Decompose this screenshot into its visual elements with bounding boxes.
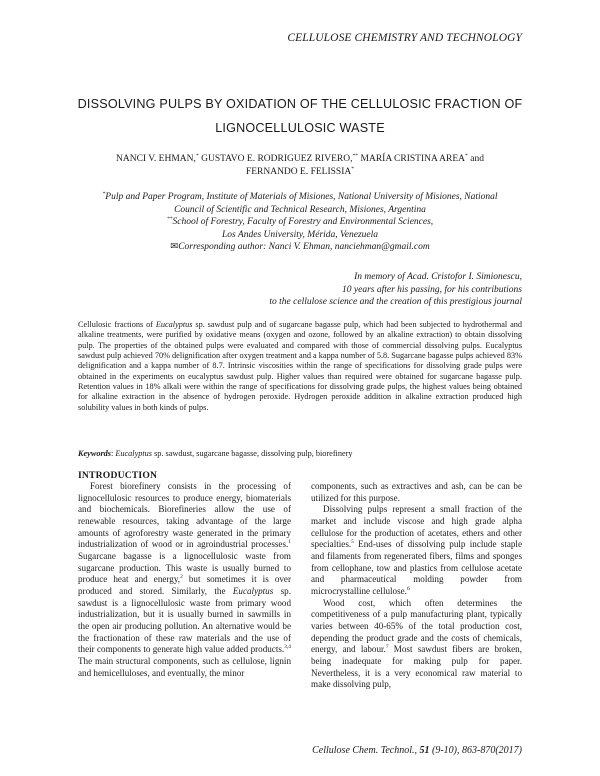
dedication [269,271,522,309]
affiliation-mark: ** [166,215,173,222]
footer-pages: (9-10), 863-870(2017) [429,745,522,756]
abstract-species: Eucalyptus [155,320,193,329]
paragraph [311,504,522,597]
paragraph-text: sp. sawdust is a lignocellulosic waste from primary wood industrialization, but it is usually burned in sawmills in the open air producing pollution. An alternative would be the fractionation of these raw materials and the use of their components to generate high value added products. [78,585,291,655]
footer-journal: Cellulose Chem. Technol., [312,745,418,756]
citation: 2 [180,574,183,581]
citation-footer [312,745,522,756]
affiliation-mark: * [102,190,106,197]
paragraph-text: Most sawdust fibers are broken, being inadequate for making pulp for paper. Nevertheless, it is a very economical raw material to make dissolving pulp, [311,644,522,690]
paragraph [311,598,522,691]
author-list [60,153,540,179]
citation: 7 [385,644,389,651]
journal-header: CELLULOSE CHEMISTRY AND TECHNOLOGY [287,32,522,44]
author-name: GUSTAVO E. RODRIGUEZ RIVERO, [201,154,353,164]
keywords: Keywords: Eucalyptus sp. sawdust, sugarcane bagasse, dissolving pulp, biorefinery [78,449,353,458]
keywords-label: Keywords [78,449,111,458]
affiliation-line: School of Forestry, Faculty of Forestry and Environmental Sciences, [172,217,434,227]
dedication-line: to the cellulose science and the creation of this prestigious journal [269,297,522,307]
citation: 6 [406,585,410,592]
paragraph-text: Forest biorefinery consists in the processing of lignocellulosic resources to produce energy, biomaterials and biochemicals. Biorefineries allow the use of renewable resources, taking advantage of the large amounts of agroforestry waste generated in the primary industrialization of wood or in agroindustrial processes. [78,481,291,550]
abstract [78,320,522,413]
dedication-line: In memory of Acad. Cristofor I. Simionescu, [354,272,522,282]
corresponding-author: Corresponding author: Nanci V. Ehman, nanciehman@gmail.com [178,242,430,252]
abstract-text: sp. sawdust pulp and of sugarcane bagasse pulp, which had been subjected to hydrothermal and alkaline treatments, were purified by oxidative means (oxygen and ozone, followed by an alkaline extraction) to obtain dissolving pulp. The properties of the obtained pulps were evaluated and compared with those of commercial dissolving pulps. Eucalyptus sawdust pulp achieved 70% delignification after oxygen treatment and a kappa number of 5.8. Sugarcane bagasse pulps achieved 83% delignification and a kappa number of 8.7. Intrinsic viscosities within the range of specifications for dissolving grade pulps were obtained in the experiments on eucalyptus sawdust pulp. Higher values than required were obtained for sugarcane bagasse pulp. Retention values in 18% alkali were within the range of specifications for dissolving grade pulps, the highest values being obtained for alkaline extraction in the absence of hydrogen peroxide. Hydrogen peroxide addition in alkaline extraction produced high solubility values in both kinds of pulps. [78,320,522,412]
keywords-species: Eucalyptus [115,449,153,458]
abstract-text: Cellulosic fractions of [78,320,156,329]
paragraph-text: but sometimes it is over produced and stored. Similarly, the [78,574,291,596]
author-name: MARÍA CRISTINA AREA [360,154,466,164]
keywords-text: sp. sawdust, sugarcane bagasse, dissolving pulp, biorefinery [152,449,353,458]
dedication-line: 10 years after his passing, for his contributions [342,284,522,295]
paragraph: components, such as extractives and ash, can be can be utilized for this purpose. [311,481,522,503]
paragraph-text: Sugarcane bagasse is a lignocellulosic waste from sugarcane production. This waste is usually burned to produce heat and energy, [78,550,291,585]
author-mark: * [195,152,199,159]
affiliation-line: Los Andes University, Mérida, Venezuela [221,229,379,240]
author-mark: ** [352,152,359,159]
paragraph-text: Dissolving pulps represent a small fraction of the market and include viscose and high grade alpha cellulose for the production of acetates, ethers and other specialties. [311,504,522,550]
author-mark: * [465,152,468,159]
affiliation-line: Council of Scientific and Technical Research, Misiones, Argentina [174,204,426,215]
citation: 5 [351,539,354,546]
citation: 1 [288,539,291,546]
section-heading-introduction: INTRODUCTION [78,470,158,481]
envelope-icon: ✉ [170,242,179,252]
affiliation-line: Pulp and Paper Program, Institute of Materials of Misiones, National University of Misiones, National [105,192,498,202]
author-name: FERNANDO E. FELISSIA [245,167,352,177]
species-name: Eucalyptus [232,585,274,596]
paragraph-text: Wood cost, which often determines the competitiveness of a pulp manufacturing plant, typically varies between 40-65% of the total production cost, depending the product grade and the costs of chemicals, energy, and labour. [311,597,522,655]
author-mark: * [351,165,355,172]
body-column-right [311,481,522,691]
citation: 3,4 [284,644,291,651]
paragraph [78,481,291,679]
paper-title: DISSOLVING PULPS BY OXIDATION OF THE CELLULOSIC FRACTION OF LIGNOCELLULOSIC WASTE [77,97,523,135]
footer-volume: 51 [419,745,430,756]
body-column-left [78,481,291,679]
author-name: NANCI V. EHMAN, [116,154,196,164]
affiliations [60,191,540,254]
paragraph-text: The main structural components, such as cellulose, lignin and hemicelluloses, and eventually, the minor [78,655,291,678]
author-conjunction: and [467,154,484,164]
paragraph-text: End-uses of dissolving pulp include staple and filaments from regenerated fibers, films and sponges from cellophane, tow and plastics from cellulose acetate and pharmaceutical molding powder from microcrystalline cellulose. [311,539,522,596]
